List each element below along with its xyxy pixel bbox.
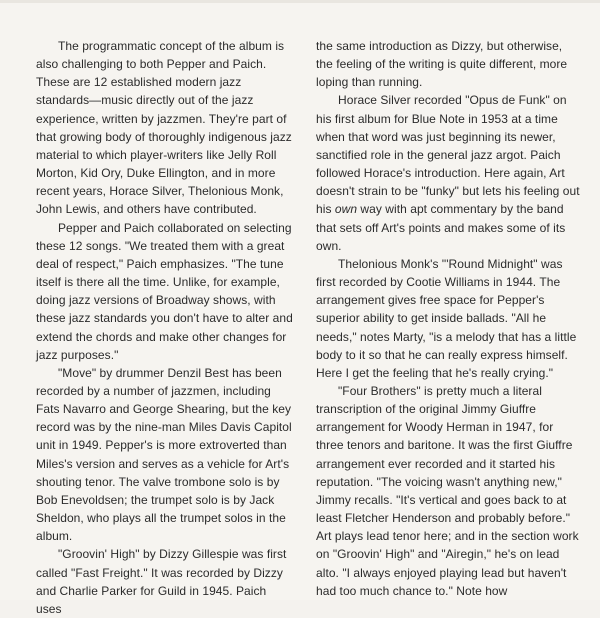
- left-text-column: [36, 37, 294, 618]
- emphasis-own: own: [334, 202, 358, 217]
- paragraph-programmatic-concept: The programmatic concept of the album is also challenging to both Pepper and Paich. These are 12 established modern jazz standards—music directly out of the jazz experience, written by jazzmen. They're part of that growing body of thoroughly indigenous jazz material to which player-writers like Jelly Roll Morton, Kid Ory, Duke Ellington, and in more recent years, Horace Silver, Thelonious Monk, John Lewis, and others have contributed.: [36, 39, 292, 217]
- paragraph-continued: the same introduction as Dizzy, but otherwise, the feeling of the writing is quite different, more loping than running.: [316, 39, 568, 90]
- paragraph-round-midnight: Thelonious Monk's "'Round Midnight" was first recorded by Cootie Williams in 1944. The arrangement gives free space for Pepper's superior ability to get inside ballads. "All he needs," notes Marty, "is a melody that has a little body to it so that he can really express himself. Here I get the feeling that he's really crying.": [316, 256, 577, 380]
- paragraph-groovin-high: "Groovin' High" by Dizzy Gillespie was first called "Fast Freight." It was recorded by Dizzy and Charlie Parker for Guild in 1945. Paich uses: [36, 547, 287, 616]
- right-text-column: [316, 37, 582, 600]
- opus-text-end: way with apt commentary by the band that sets off Art's points and makes some of its own.: [316, 202, 566, 253]
- paragraph-move: "Move" by drummer Denzil Best has been recorded by a number of jazzmen, including Fats Navarro and George Shearing, but the key record was by the nine-man Miles Davis Capitol unit in 1949. Pepper's is more extroverted than Miles's version and serves as a vehicle for Art's shouting tenor. The valve trombone solo is by Bob Enevoldsen; the trumpet solo is by Jack Sheldon, who plays all the trumpet solos in the album.: [36, 365, 292, 544]
- paragraph-four-brothers: "Four Brothers" is pretty much a literal transcription of the original Jimmy Giuffre arrangement for Woody Herman in 1947, for three tenors and baritone. It was the first Giuffre arrangement ever recorded and it started his reputation. "The voicing wasn't anything new," Jimmy recalls. "It's vertical and goes back to at least Fletcher Henderson and probably before." Art plays lead tenor here; and in the section work on "Groovin' High" and "Airegin," he's on lead alto. "I always enjoyed playing lead but haven't had too much chance to." Note how: [316, 383, 579, 598]
- opus-text-start: Horace Silver recorded "Opus de Funk" on his first album for Blue Note in 1953 at a time when that word was just beginning its newer, sanctified role in the general jazz argot. Paich followed Horace's introduction. Here again, Art doesn't strain to be "funky" but lets his feeling out his: [316, 93, 580, 217]
- paragraph-selecting-songs: Pepper and Paich collaborated on selecting these 12 songs. "We treated them with a great deal of respect," Paich emphasizes. "The tune itself is there all the time. Unlike, for example, doing jazz versions of Broadway shows, with these jazz standards you don't have to alter and extend the chords and make other changes for jazz purposes.": [36, 220, 293, 362]
- paragraph-opus-de-funk: [316, 91, 582, 254]
